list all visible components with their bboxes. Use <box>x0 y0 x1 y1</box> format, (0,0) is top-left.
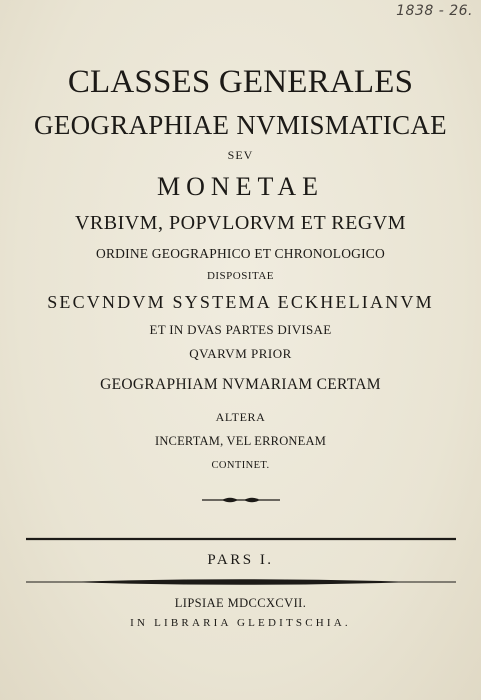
part-label: PARS I. <box>207 552 274 568</box>
line-dispositae: DISPOSITAE <box>206 270 275 282</box>
small-ornament-rule <box>200 493 282 507</box>
swelled-rule <box>26 576 456 588</box>
title-line-1: CLASSES GENERALES <box>67 64 414 100</box>
line-monetae: MONETAE <box>156 172 324 201</box>
upper-rule <box>26 535 456 543</box>
line-altera: ALTERA <box>215 410 266 424</box>
line-urbium: VRBIVM, POPVLORVM ET REGVM <box>74 212 407 234</box>
line-continet: CONTINET. <box>211 460 270 471</box>
line-seu: SEV <box>227 148 254 162</box>
line-secundum: SECVNDVM SYSTEMA ECKHELIANVM <box>47 292 434 312</box>
line-quarum: QVARVM PRIOR <box>189 346 292 361</box>
line-geographiam: GEOGRAPHIAM NVMARIAM CERTAM <box>100 376 381 393</box>
imprint-publisher: IN LIBRARIA GLEDITSCHIA. <box>130 617 351 629</box>
line-incertam: INCERTAM, VEL ERRONEAM <box>154 434 327 448</box>
manuscript-note: 1838 - 26. <box>396 3 473 19</box>
line-duas: ET IN DVAS PARTES DIVISAE <box>149 322 332 337</box>
title-line-2: GEOGRAPHIAE NVMISMATICAE <box>34 110 447 140</box>
imprint-place: LIPSIAE MDCCXCVII. <box>174 596 307 610</box>
line-ordine: ORDINE GEOGRAPHICO ET CHRONOLOGICO <box>96 246 385 261</box>
